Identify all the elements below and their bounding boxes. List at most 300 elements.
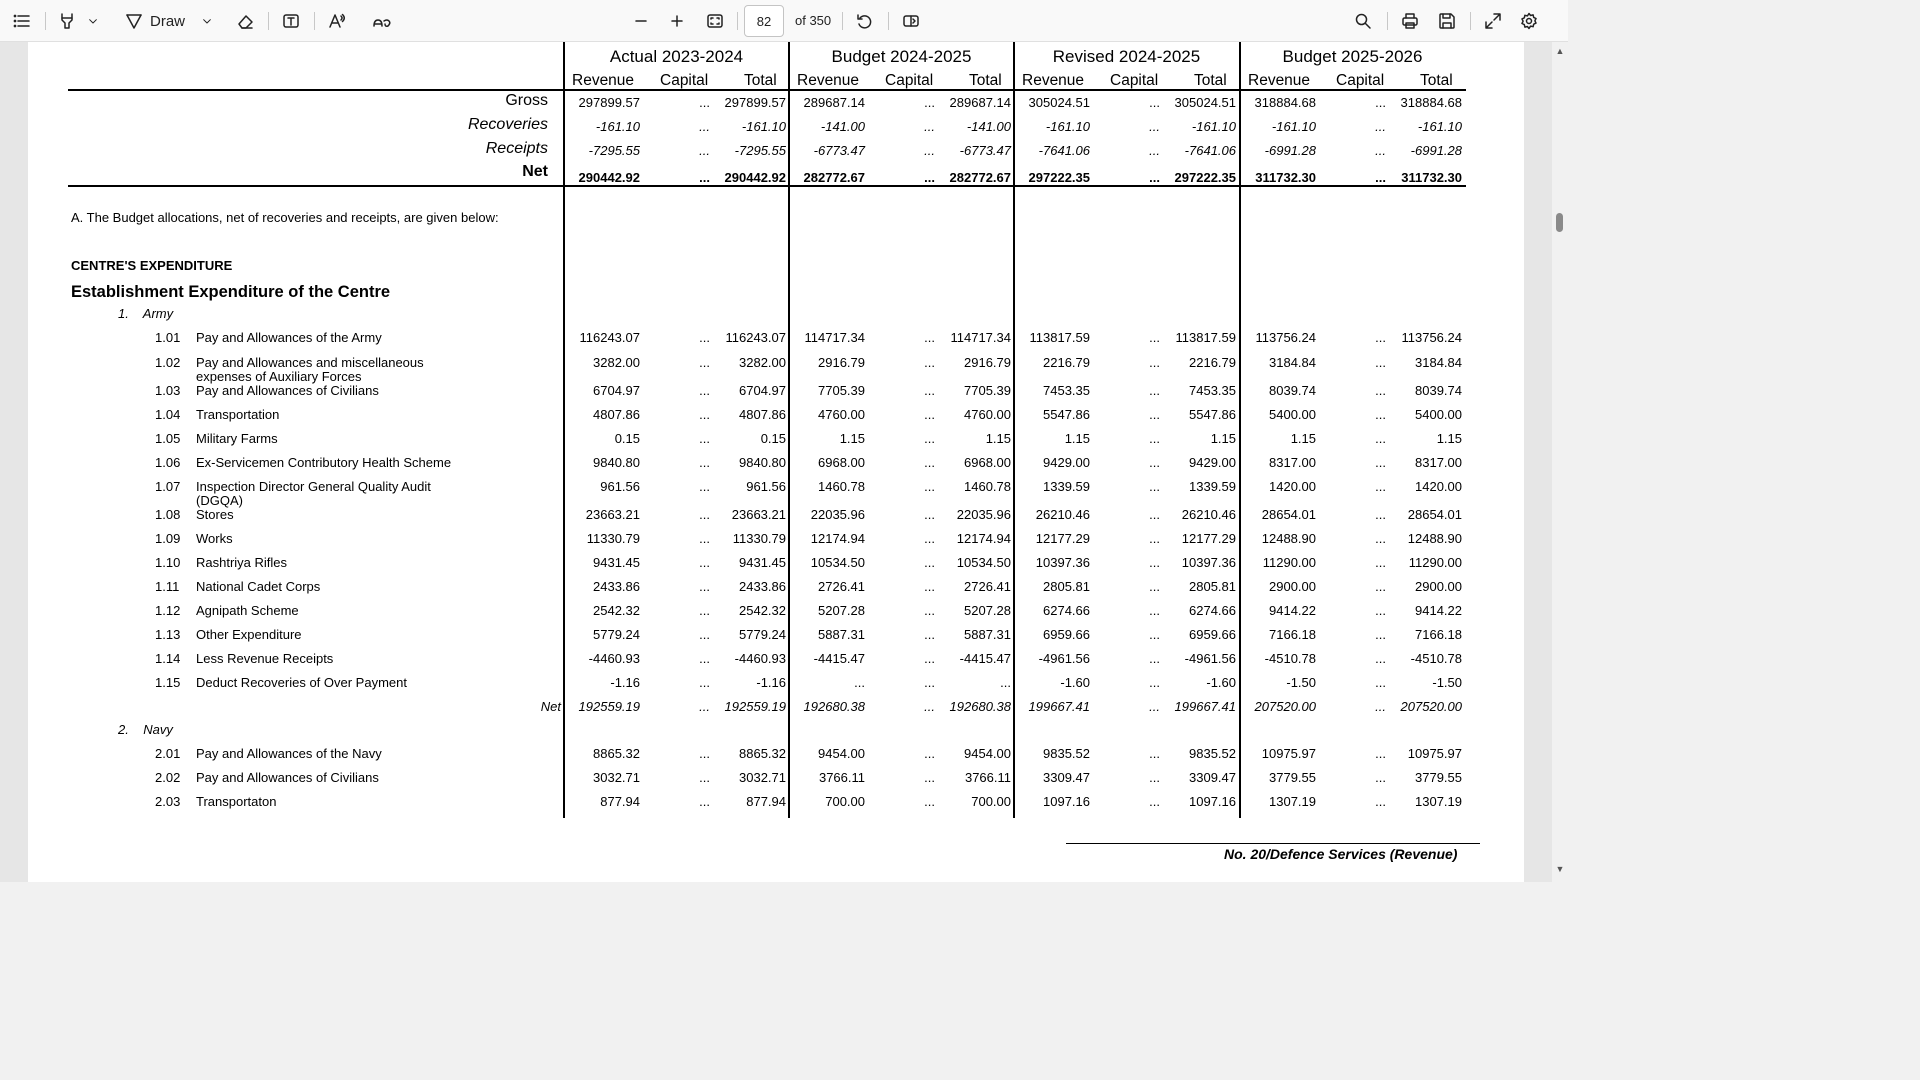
cell-capital: ... <box>924 675 935 690</box>
cell-capital: ... <box>924 603 935 618</box>
cell-revenue: -1.60 <box>1060 675 1090 690</box>
subhead-total: Total <box>1194 72 1227 89</box>
cell-total: 3282.00 <box>739 355 786 370</box>
cell-total: 10534.50 <box>956 555 1011 570</box>
cell-revenue: 297222.35 <box>1028 170 1090 185</box>
cell-total: 1460.78 <box>964 479 1011 494</box>
cell-capital: ... <box>1149 355 1160 370</box>
cell-revenue: 6704.97 <box>593 383 640 398</box>
scrollbar-thumb[interactable] <box>1556 213 1563 232</box>
subhead-revenue: Revenue <box>1248 72 1311 89</box>
cell-capital: ... <box>1375 407 1386 422</box>
cell-total: -7641.06 <box>1184 143 1236 158</box>
cell-capital: ... <box>924 170 935 185</box>
year-header-revised-2024: Revised 2024-2025 <box>1052 47 1201 66</box>
zoom-in-icon[interactable] <box>664 4 690 38</box>
year-header-actual-2023: Actual 2023-2024 <box>609 47 744 66</box>
highlight-dropdown-icon[interactable] <box>84 4 102 38</box>
row-number: 1.11 <box>155 579 180 594</box>
cell-capital: ... <box>924 651 935 666</box>
cell-capital: ... <box>699 699 710 714</box>
search-icon[interactable] <box>1350 4 1376 38</box>
cell-revenue: 2433.86 <box>593 579 640 594</box>
row-label: Military Farms <box>196 431 278 446</box>
cell-revenue: 5887.31 <box>818 627 865 642</box>
row-label: Less Revenue Receipts <box>196 651 334 666</box>
cell-capital: ... <box>1375 383 1386 398</box>
page-number-input[interactable] <box>744 5 784 37</box>
cell-revenue: 1097.16 <box>1043 794 1090 809</box>
cell-total: -1.60 <box>1206 675 1236 690</box>
cell-capital: ... <box>699 355 710 370</box>
translate-icon[interactable] <box>368 4 396 38</box>
read-aloud-icon[interactable] <box>324 4 350 38</box>
row-label: Pay and Allowances of Civilians <box>196 770 379 785</box>
cell-capital: ... <box>1149 455 1160 470</box>
row-number: 2.01 <box>155 746 181 761</box>
cell-total: 8865.32 <box>739 746 786 761</box>
cell-revenue: 12174.94 <box>810 531 865 546</box>
cell-total: 700.00 <box>971 794 1011 809</box>
cell-revenue: -161.10 <box>595 119 640 134</box>
cell-revenue: -4510.78 <box>1264 651 1316 666</box>
row-number: 2.03 <box>155 794 181 809</box>
cell-revenue: 113817.59 <box>1029 330 1090 345</box>
army-net-label: Net <box>540 699 561 714</box>
cell-revenue: 3282.00 <box>593 355 640 370</box>
cell-revenue: 2900.00 <box>1269 579 1316 594</box>
intro-text: A. The Budget allocations, net of recoveries and receipts, are given below: <box>71 210 499 225</box>
summary-rule <box>68 185 1466 187</box>
cell-total: 3766.11 <box>964 770 1011 785</box>
cell-capital: ... <box>1149 579 1160 594</box>
cell-capital: ... <box>699 531 710 546</box>
cell-revenue: 7166.18 <box>1269 627 1316 642</box>
cell-revenue: 1339.59 <box>1043 479 1090 494</box>
eraser-icon[interactable] <box>232 4 258 38</box>
cell-capital: ... <box>1149 699 1160 714</box>
row-number: 1.12 <box>155 603 181 618</box>
cell-revenue: 9429.00 <box>1043 455 1090 470</box>
cell-total: 305024.51 <box>1174 95 1236 110</box>
cell-capital: ... <box>1375 170 1386 185</box>
cell-revenue: 1307.19 <box>1269 794 1316 809</box>
pdf-page <box>28 42 1524 882</box>
army-heading: 1. Army <box>118 306 174 321</box>
cell-revenue: -1.50 <box>1286 675 1316 690</box>
cell-total: -6991.28 <box>1410 143 1462 158</box>
cell-total: 2726.41 <box>964 579 1011 594</box>
cell-total: 2916.79 <box>964 355 1011 370</box>
cell-revenue: 4760.00 <box>818 407 865 422</box>
cell-total: 192559.19 <box>724 699 786 714</box>
page-count-label: of 350 <box>795 13 832 28</box>
cell-revenue: 2216.79 <box>1043 355 1090 370</box>
cell-capital: ... <box>699 383 710 398</box>
highlight-icon[interactable] <box>54 4 80 38</box>
cell-total: -161.10 <box>1417 119 1462 134</box>
cell-capital: ... <box>1149 479 1160 494</box>
cell-capital: ... <box>1375 355 1386 370</box>
cell-capital: ... <box>924 143 935 158</box>
cell-revenue: 961.56 <box>600 479 640 494</box>
cell-total: -161.10 <box>1191 119 1236 134</box>
cell-revenue: 22035.96 <box>810 507 865 522</box>
cell-revenue: -4961.56 <box>1038 651 1090 666</box>
subhead-revenue: Revenue <box>797 72 860 89</box>
cell-revenue: 199667.41 <box>1028 699 1090 714</box>
cell-revenue: 5207.28 <box>818 603 865 618</box>
scroll-down-icon[interactable]: ▼ <box>1555 864 1565 874</box>
cell-total: 5400.00 <box>1415 407 1462 422</box>
cell-revenue: 311732.30 <box>1255 170 1316 185</box>
row-number: 1.07 <box>155 479 181 494</box>
cell-total: 12174.94 <box>956 531 1011 546</box>
cell-total: 9840.80 <box>739 455 786 470</box>
cell-total: 3184.84 <box>1415 355 1462 370</box>
cell-capital: ... <box>924 555 935 570</box>
cell-total: 8039.74 <box>1415 383 1462 398</box>
row-number: 1.15 <box>155 675 181 690</box>
cell-revenue: -6773.47 <box>813 143 865 158</box>
document-viewer[interactable] <box>0 42 1552 882</box>
cell-total: 7453.35 <box>1189 383 1236 398</box>
row-number: 1.14 <box>155 651 181 666</box>
cell-capital: ... <box>924 627 935 642</box>
cell-capital: ... <box>1149 603 1160 618</box>
year-header-budget-2024: Budget 2024-2025 <box>831 47 972 66</box>
cell-capital: ... <box>699 95 710 110</box>
cell-capital: ... <box>699 455 710 470</box>
cell-total: 23663.21 <box>731 507 786 522</box>
cell-revenue: 6959.66 <box>1043 627 1090 642</box>
cell-total: 8317.00 <box>1415 455 1462 470</box>
subhead-capital: Capital <box>1110 72 1159 89</box>
cell-capital: ... <box>699 746 710 761</box>
cell-total: -7295.55 <box>734 143 786 158</box>
cell-total: -4460.93 <box>734 651 786 666</box>
footer-rule <box>1066 843 1480 844</box>
row-number: 1.10 <box>155 555 181 570</box>
subhead-capital: Capital <box>885 72 934 89</box>
cell-capital: ... <box>1375 479 1386 494</box>
subhead-total: Total <box>969 72 1002 89</box>
cell-total: -4961.56 <box>1184 651 1236 666</box>
cell-total: 1.15 <box>985 431 1011 446</box>
cell-revenue: 8317.00 <box>1269 455 1316 470</box>
cell-total: 3032.71 <box>739 770 786 785</box>
row-number: 1.02 <box>155 355 181 370</box>
navy-heading: 2. Navy <box>118 722 173 737</box>
summary-label: Gross <box>505 92 548 109</box>
cell-total: 207520.00 <box>1400 699 1462 714</box>
cell-total: 26210.46 <box>1181 507 1236 522</box>
cell-revenue: 1420.00 <box>1269 479 1316 494</box>
cell-total: 3309.47 <box>1189 770 1236 785</box>
vertical-scrollbar[interactable] <box>1552 42 1568 882</box>
cell-total: -4415.47 <box>959 651 1011 666</box>
draw-button[interactable] <box>150 4 194 38</box>
draw-dropdown-icon[interactable] <box>198 4 216 38</box>
row-label-continued: (DGQA) <box>196 493 243 508</box>
cell-revenue: 12177.29 <box>1035 531 1090 546</box>
cell-total: 2216.79 <box>1189 355 1236 370</box>
row-number: 1.08 <box>155 507 181 522</box>
cell-revenue: 1.15 <box>1064 431 1090 446</box>
cell-total: -6773.47 <box>959 143 1011 158</box>
row-label: Transportation <box>196 407 280 422</box>
cell-revenue: 12488.90 <box>1261 531 1316 546</box>
cell-total: -141.00 <box>966 119 1011 134</box>
cell-total: 2542.32 <box>739 603 786 618</box>
cell-revenue: 114717.34 <box>804 330 865 345</box>
cell-capital: ... <box>924 479 935 494</box>
subhead-capital: Capital <box>660 72 709 89</box>
cell-capital: ... <box>924 455 935 470</box>
contents-icon[interactable] <box>8 4 36 38</box>
cell-revenue: 26210.46 <box>1035 507 1090 522</box>
cell-total: 282772.67 <box>949 170 1011 185</box>
expand-icon[interactable] <box>1480 4 1506 38</box>
cell-capital: ... <box>924 507 935 522</box>
cell-revenue: -141.00 <box>820 119 865 134</box>
year-header-budget-2025: Budget 2025-2026 <box>1282 47 1423 66</box>
row-label: Rashtriya Rifles <box>196 555 288 570</box>
cell-capital: ... <box>1149 383 1160 398</box>
cell-revenue: 6968.00 <box>818 455 865 470</box>
cell-capital: ... <box>699 555 710 570</box>
cell-revenue: -7641.06 <box>1038 143 1090 158</box>
cell-capital: ... <box>699 579 710 594</box>
cell-capital: ... <box>924 119 935 134</box>
save-icon[interactable] <box>1434 4 1460 38</box>
cell-total: 114717.34 <box>950 330 1011 345</box>
cell-revenue: 297899.57 <box>578 95 640 110</box>
row-label: National Cadet Corps <box>196 579 321 594</box>
cell-total: 297222.35 <box>1174 170 1236 185</box>
cell-revenue: -161.10 <box>1045 119 1090 134</box>
cell-capital: ... <box>924 794 935 809</box>
cell-revenue: 5547.86 <box>1043 407 1090 422</box>
cell-revenue: 113756.24 <box>1255 330 1316 345</box>
subhead-revenue: Revenue <box>1022 72 1085 89</box>
cell-total: 12488.90 <box>1407 531 1462 546</box>
cell-capital: ... <box>924 95 935 110</box>
cell-capital: ... <box>699 627 710 642</box>
cell-capital: ... <box>1375 603 1386 618</box>
cell-capital: ... <box>699 330 710 345</box>
cell-revenue: 5779.24 <box>593 627 640 642</box>
cell-capital: ... <box>699 794 710 809</box>
cell-total: 6968.00 <box>964 455 1011 470</box>
cell-total: 6959.66 <box>1189 627 1236 642</box>
cell-total: 318884.68 <box>1400 95 1462 110</box>
cell-revenue: 1460.78 <box>818 479 865 494</box>
cell-capital: ... <box>1149 531 1160 546</box>
cell-revenue: 11330.79 <box>586 531 640 546</box>
row-label-continued: expenses of Auxiliary Forces <box>196 369 362 384</box>
cell-revenue: 2542.32 <box>593 603 640 618</box>
cell-capital: ... <box>924 531 935 546</box>
cell-total: -4510.78 <box>1410 651 1462 666</box>
cell-capital: ... <box>1375 579 1386 594</box>
cell-capital: ... <box>1375 119 1386 134</box>
cell-total: 113756.24 <box>1401 330 1462 345</box>
cell-capital: ... <box>1149 675 1160 690</box>
cell-revenue: 1.15 <box>839 431 865 446</box>
cell-total: 1307.19 <box>1415 794 1462 809</box>
cell-revenue: 2805.81 <box>1043 579 1090 594</box>
cell-total: ... <box>1000 675 1011 690</box>
cell-total: 289687.14 <box>949 95 1011 110</box>
cell-revenue: 10975.97 <box>1261 746 1316 761</box>
cell-revenue: 10397.36 <box>1035 555 1090 570</box>
cell-revenue: 9840.80 <box>593 455 640 470</box>
row-label: Deduct Recoveries of Over Payment <box>196 675 407 690</box>
page-view-icon[interactable] <box>898 4 924 38</box>
fit-to-page-icon[interactable] <box>702 4 728 38</box>
row-label: Pay and Allowances of Civilians <box>196 383 379 398</box>
cell-revenue: 9454.00 <box>818 746 865 761</box>
cell-capital: ... <box>924 579 935 594</box>
cell-revenue: -6991.28 <box>1264 143 1316 158</box>
cell-capital: ... <box>1149 651 1160 666</box>
cell-capital: ... <box>1375 507 1386 522</box>
cell-capital: ... <box>699 431 710 446</box>
cell-capital: ... <box>699 770 710 785</box>
cell-revenue: 192559.19 <box>578 699 640 714</box>
cell-capital: ... <box>1375 770 1386 785</box>
footer-text: No. 20/Defence Services (Revenue) <box>1224 846 1458 862</box>
cell-capital: ... <box>1149 143 1160 158</box>
row-label: Stores <box>196 507 234 522</box>
cell-total: 5207.28 <box>964 603 1011 618</box>
subhead-revenue: Revenue <box>572 72 635 89</box>
row-label: Agnipath Scheme <box>196 603 299 618</box>
cell-capital: ... <box>1149 627 1160 642</box>
cell-capital: ... <box>1375 746 1386 761</box>
cell-capital: ... <box>1149 794 1160 809</box>
row-number: 1.09 <box>155 531 181 546</box>
cell-capital: ... <box>1149 431 1160 446</box>
cell-total: 2900.00 <box>1415 579 1462 594</box>
row-label: Transportaton <box>196 794 277 809</box>
zoom-out-icon[interactable] <box>628 4 654 38</box>
cell-capital: ... <box>1375 95 1386 110</box>
cell-revenue: 11290.00 <box>1262 555 1316 570</box>
cell-capital: ... <box>1375 555 1386 570</box>
cell-revenue: 318884.68 <box>1254 95 1316 110</box>
cell-total: 9835.52 <box>1189 746 1236 761</box>
cell-capital: ... <box>1375 675 1386 690</box>
cell-capital: ... <box>1375 794 1386 809</box>
cell-capital: ... <box>1149 507 1160 522</box>
cell-revenue: 3766.11 <box>818 770 865 785</box>
rotate-icon[interactable] <box>852 4 878 38</box>
cell-capital: ... <box>924 330 935 345</box>
cell-capital: ... <box>699 479 710 494</box>
cell-revenue: 3309.47 <box>1043 770 1090 785</box>
cell-revenue: 2916.79 <box>818 355 865 370</box>
summary-label: Receipts <box>485 140 548 157</box>
row-label: Pay and Allowances and miscellaneous <box>196 355 424 370</box>
cell-revenue: 305024.51 <box>1028 95 1090 110</box>
establishment-heading: Establishment Expenditure of the Centre <box>71 283 391 301</box>
summary-label: Recoveries <box>467 116 548 133</box>
cell-capital: ... <box>699 407 710 422</box>
cell-capital: ... <box>1375 531 1386 546</box>
settings-gear-icon[interactable] <box>1516 4 1542 38</box>
cell-revenue: 6274.66 <box>1043 603 1090 618</box>
cell-capital: ... <box>1149 95 1160 110</box>
cell-revenue: 9414.22 <box>1269 603 1316 618</box>
cell-total: 9454.00 <box>964 746 1011 761</box>
cell-capital: ... <box>924 699 935 714</box>
cell-revenue: 5400.00 <box>1269 407 1316 422</box>
cell-total: 311732.30 <box>1401 170 1462 185</box>
cell-capital: ... <box>699 603 710 618</box>
cell-total: 7166.18 <box>1415 627 1462 642</box>
cell-total: 9429.00 <box>1189 455 1236 470</box>
cell-revenue: 2726.41 <box>818 579 865 594</box>
cell-capital: ... <box>1375 699 1386 714</box>
summary-label: Net <box>522 163 548 180</box>
cell-revenue: 8039.74 <box>1269 383 1316 398</box>
scroll-up-icon[interactable]: ▲ <box>1555 46 1565 56</box>
cell-total: 1339.59 <box>1189 479 1236 494</box>
cell-revenue: 9835.52 <box>1043 746 1090 761</box>
draw-icon[interactable] <box>122 4 146 38</box>
cell-total: 961.56 <box>746 479 786 494</box>
cell-capital: ... <box>1375 651 1386 666</box>
cell-total: 1.15 <box>1436 431 1462 446</box>
text-box-icon[interactable] <box>278 4 304 38</box>
cell-capital: ... <box>699 119 710 134</box>
cell-revenue: 4807.86 <box>593 407 640 422</box>
cell-total: 5547.86 <box>1189 407 1236 422</box>
row-label: Inspection Director General Quality Audit <box>196 479 431 494</box>
cell-capital: ... <box>699 170 710 185</box>
cell-total: 28654.01 <box>1407 507 1462 522</box>
cell-revenue: 192680.38 <box>803 699 865 714</box>
row-number: 1.01 <box>155 330 181 345</box>
cell-total: -1.50 <box>1432 675 1462 690</box>
cell-revenue: 207520.00 <box>1254 699 1316 714</box>
cell-revenue: 700.00 <box>825 794 865 809</box>
cell-total: 297899.57 <box>724 95 786 110</box>
cell-revenue: 3779.55 <box>1269 770 1316 785</box>
cell-revenue: -7295.55 <box>588 143 640 158</box>
cell-total: 290442.92 <box>724 170 786 185</box>
cell-total: 1.15 <box>1210 431 1236 446</box>
cell-revenue: 28654.01 <box>1261 507 1316 522</box>
cell-total: 2805.81 <box>1189 579 1236 594</box>
row-number: 1.05 <box>155 431 181 446</box>
cell-revenue: 290442.92 <box>578 170 640 185</box>
cell-total: 3779.55 <box>1415 770 1462 785</box>
cell-capital: ... <box>924 383 935 398</box>
cell-total: -161.10 <box>741 119 786 134</box>
cell-revenue: 1.15 <box>1290 431 1316 446</box>
cell-total: 10975.97 <box>1407 746 1462 761</box>
print-icon[interactable] <box>1397 4 1423 38</box>
cell-total: 9431.45 <box>739 555 786 570</box>
cell-total: 192680.38 <box>949 699 1011 714</box>
cell-total: -1.16 <box>756 675 786 690</box>
subhead-capital: Capital <box>1336 72 1385 89</box>
cell-capital: ... <box>924 355 935 370</box>
cell-total: 2433.86 <box>739 579 786 594</box>
